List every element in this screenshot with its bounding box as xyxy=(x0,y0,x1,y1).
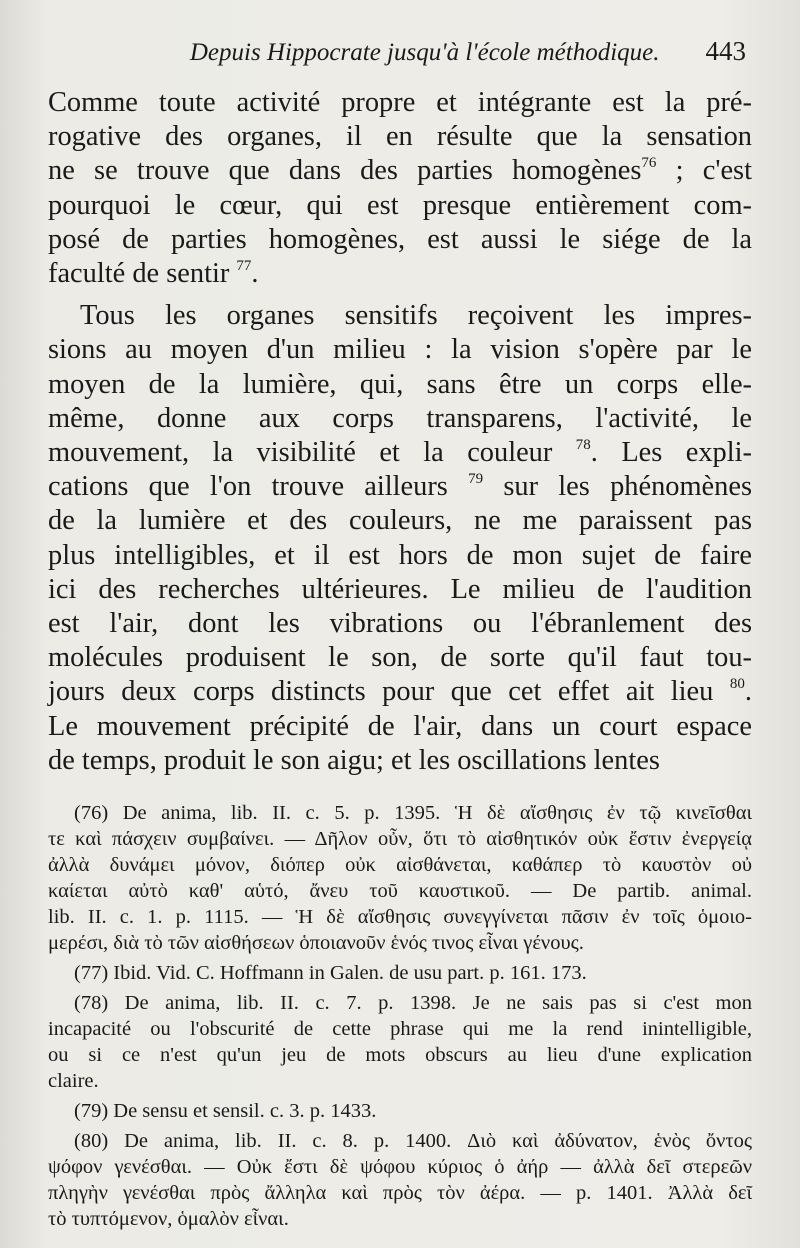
text-line: jours deux corps distincts pour que cet effet ait lieu $^{80}$. xyxy=(48,676,752,708)
note-line: (80) De anima, lib. II. c. 8. p. 1400. Διὸ καὶ ἀδύνατον, ἑνὸς ὄντος xyxy=(74,1130,752,1153)
text-line: même, donne aux corps transparens, l'activité, le xyxy=(48,402,752,434)
note-line: (76) De anima, lib. II. c. 5. p. 1395. Ἡ δὲ αἴσθησις ἐν τῷ κινεῖσθαι xyxy=(74,802,752,825)
note-line: (78) De anima, lib. II. c. 7. p. 1398. Je ne sais pas si c'est mon xyxy=(74,992,752,1015)
note-line: ou si ce n'est qu'un jeu de mots obscurs au lieu d'une explication xyxy=(48,1044,752,1067)
text-line: mouvement, la visibilité et la couleur $^{78}$. Les expli- xyxy=(48,437,752,469)
note-line: ψόφον γενέσθαι. — Οὐκ ἔστι δὲ ψόφου κύριος ὁ ἀήρ — ἀλλὰ δεῖ στερεῶν xyxy=(48,1156,752,1179)
text-line: cations que l'on trouve ailleurs $^{79}$ sur les phénomènes xyxy=(48,471,752,503)
note-line: τε καὶ πάσχειν συμβαίνει. — Δῆλον οὖν, ὅτι τὸ αἰσθητικόν οὐκ ἔστιν ἐνεργείᾳ xyxy=(48,828,752,851)
paragraph-2 xyxy=(48,299,752,778)
text-line: pourquoi le cœur, qui est presque entièrement com- xyxy=(48,189,752,221)
text-line: rogative des organes, il en résulte que la sensation xyxy=(48,121,752,153)
page-number: 443 xyxy=(705,36,746,66)
text-line: Comme toute activité propre et intégrante est la pré- xyxy=(48,87,752,118)
note-line: (79) De sensu et sensil. c. 3. p. 1433. xyxy=(74,1100,377,1123)
text-line: de temps, produit le son aigu; et les oscillations lentes xyxy=(48,744,660,776)
page-header xyxy=(48,36,752,86)
note-line: πληγὴν γενέσθαι πρὸς ἄλληλα καὶ πρὸς τὸν ἀέρα. — p. 1401. Ἀλλὰ δεῖ xyxy=(48,1182,752,1205)
text-line: posé de parties homogènes, est aussi le siége de la xyxy=(48,223,752,255)
text-line: ne se trouve que dans des parties homogènes$^{76}$ ; c'est xyxy=(48,155,752,187)
paragraph-1 xyxy=(48,86,752,291)
note-line: τὸ τυπτόμενον, ὁμαλὸν εἶναι. xyxy=(48,1208,289,1231)
text-line: est l'air, dont les vibrations ou l'ébranlement des xyxy=(48,608,752,640)
text-line: Le mouvement précipité de l'air, dans un court espace xyxy=(48,710,752,742)
footnote-ref-76: 76 xyxy=(641,155,657,172)
footnote-76 xyxy=(48,800,752,956)
note-line: (77) Ibid. Vid. C. Hoffmann in Galen. de usu part. p. 161. 173. xyxy=(74,962,587,985)
footnotes xyxy=(48,800,752,1232)
note-line: incapacité ou l'obscurité de cette phrase qui me la rend inintelligible, xyxy=(48,1018,752,1041)
text-line: plus intelligibles, et il est hors de mon sujet de faire xyxy=(48,539,752,571)
footnote-80 xyxy=(48,1128,752,1232)
text-line: molécules produisent le son, de sorte qu'il faut tou- xyxy=(48,642,752,674)
note-line: claire. xyxy=(48,1070,99,1093)
text-line: de la lumière et des couleurs, ne me paraissent pas xyxy=(48,505,752,537)
note-line: ἀλλὰ δυνάμει μόνον, διόπερ οὐκ αἰσθάνεται, καθάπερ τὸ καυστὸν οὐ xyxy=(48,854,752,877)
footnote-77 xyxy=(48,960,752,986)
footnote-ref-78: 78 xyxy=(575,437,591,454)
footnote-ref-77: 77 xyxy=(236,258,252,275)
text-line: sions au moyen d'un milieu : la vision s'opère par le xyxy=(48,334,752,366)
text-line: moyen de la lumière, qui, sans être un corps elle- xyxy=(48,368,752,400)
text-line: ici des recherches ultérieures. Le milieu de l'audition xyxy=(48,573,752,605)
text-line: faculté de sentir $^{77}$. xyxy=(48,258,259,290)
note-line: μερέσι, διὰ τὸ τῶν αἰσθήσεων ὁποιανοῦν ἑνός τινος εἶναι γένους. xyxy=(48,932,584,955)
footnote-ref-79: 79 xyxy=(468,471,484,488)
note-line: καίεται αὐτὸ καθ' αὑτό, ἄνευ τοῦ καυστικοῦ. — De partib. animal. xyxy=(48,880,752,903)
footnote-79 xyxy=(48,1098,752,1124)
footnote-ref-80: 80 xyxy=(729,676,745,693)
footnote-78 xyxy=(48,990,752,1094)
running-title: Depuis Hippocrate jusqu'à l'école méthodique. xyxy=(189,39,660,66)
text-line: Tous les organes sensitifs reçoivent les impres- xyxy=(80,300,752,332)
note-line: lib. II. c. 1. p. 1115. — Ἡ δὲ αἴσθησις συνεγγίνεται πᾶσιν ἐν τοῖς ὁμοιο- xyxy=(48,906,752,929)
